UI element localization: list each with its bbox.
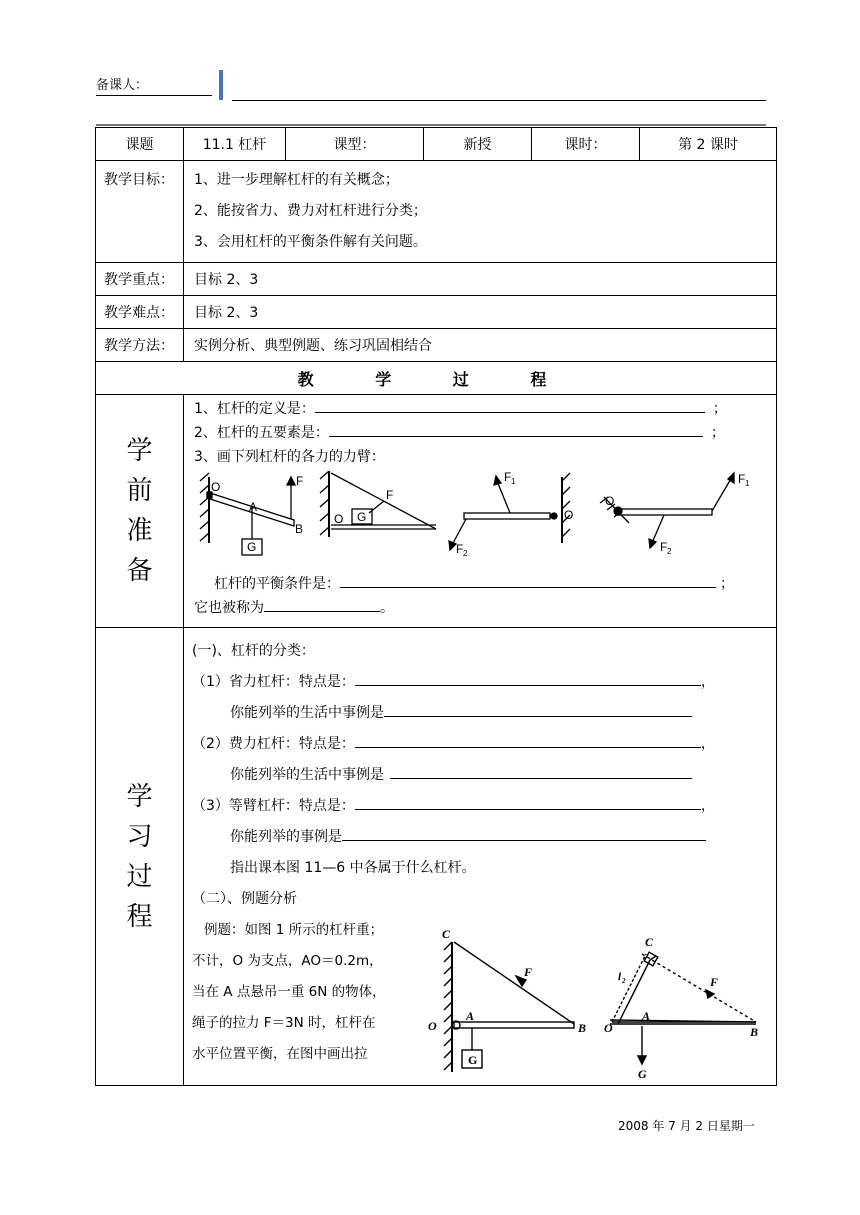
class-3-example: 你能列举的事例是 bbox=[184, 822, 776, 853]
textbook-note: 指出课本图 11—6 中各属于什么杠杆。 bbox=[230, 860, 476, 876]
classify-heading: (一)、杠杆的分类： bbox=[192, 643, 315, 659]
svg-text:F: F bbox=[738, 472, 746, 486]
key-points-row bbox=[96, 263, 777, 296]
header-rule bbox=[232, 100, 766, 101]
svg-text:O: O bbox=[428, 1019, 437, 1033]
svg-text:O: O bbox=[604, 1021, 613, 1035]
objectives-row bbox=[96, 161, 777, 263]
svg-text:B: B bbox=[750, 1025, 759, 1039]
study-row bbox=[96, 628, 777, 1086]
class-1: （1）省力杠杆：特点是： ， bbox=[184, 667, 776, 698]
svg-text:B: B bbox=[578, 1021, 587, 1035]
class-1-example: 你能列举的生活中事例是 bbox=[184, 698, 776, 729]
prep-balance: 杠杆的平衡条件是： ； bbox=[194, 571, 776, 597]
svg-text:F: F bbox=[386, 488, 394, 502]
svg-text:A: A bbox=[642, 1009, 651, 1023]
objective-1: 1、进一步理解杠杆的有关概念； bbox=[194, 172, 399, 188]
class-3: （3）等臂杠杆：特点是： ， bbox=[184, 791, 776, 822]
svg-text:F: F bbox=[296, 474, 304, 488]
example-heading: （二）、例题分析 bbox=[192, 891, 297, 907]
key-points-value: 目标 2、3 bbox=[184, 263, 777, 296]
prep-side-label: 学 前 准 备 bbox=[96, 395, 184, 628]
class-2-example: 你能列举的生活中事例是 bbox=[184, 760, 776, 791]
methods-label: 教学方法： bbox=[96, 329, 184, 362]
svg-text:G: G bbox=[247, 540, 257, 554]
process-title-row bbox=[96, 362, 777, 395]
svg-text:O: O bbox=[564, 508, 574, 522]
process-title: 教 学 过 程 bbox=[96, 362, 777, 395]
example-figures bbox=[424, 928, 769, 1078]
svg-text:F: F bbox=[504, 471, 512, 484]
svg-text:A: A bbox=[249, 500, 258, 514]
type-value: 新授 bbox=[424, 128, 532, 161]
svg-text:O: O bbox=[605, 494, 615, 508]
svg-text:O: O bbox=[211, 480, 221, 494]
header-separator bbox=[96, 124, 766, 126]
methods-row bbox=[96, 329, 777, 362]
svg-text:C: C bbox=[645, 935, 654, 949]
svg-text:G: G bbox=[468, 1053, 478, 1067]
info-row bbox=[96, 128, 777, 161]
svg-text:l: l bbox=[618, 971, 622, 983]
svg-text:2: 2 bbox=[463, 549, 468, 558]
difficulties-value: 目标 2、3 bbox=[184, 296, 777, 329]
svg-text:F: F bbox=[456, 542, 464, 556]
prep-alias: 它也被称为 。 bbox=[194, 597, 776, 619]
svg-text:G: G bbox=[357, 510, 367, 524]
prep-q3: 3、画下列杠杆的各力的力臂： bbox=[194, 449, 385, 465]
topic-label: 课题 bbox=[96, 128, 184, 161]
difficulties-label: 教学难点： bbox=[96, 296, 184, 329]
key-points-label: 教学重点： bbox=[96, 263, 184, 296]
study-side-label: 学 习 过 程 bbox=[96, 628, 184, 1086]
svg-text:2: 2 bbox=[622, 977, 626, 985]
svg-text:1: 1 bbox=[745, 479, 750, 488]
topic-value: 11.1 杠杆 bbox=[184, 128, 286, 161]
svg-text:O: O bbox=[334, 512, 344, 526]
svg-text:F: F bbox=[660, 540, 668, 554]
header-accent-bar bbox=[219, 70, 223, 100]
prep-row bbox=[96, 395, 777, 628]
svg-text:F: F bbox=[524, 965, 533, 979]
svg-text:C: C bbox=[442, 928, 451, 941]
class-2: （2）费力杠杆：特点是： ， bbox=[184, 729, 776, 760]
svg-text:1: 1 bbox=[511, 477, 516, 486]
lesson-plan-table bbox=[95, 127, 777, 1086]
objectives-label: 教学目标： bbox=[96, 161, 184, 263]
preparer-underline bbox=[96, 95, 212, 96]
preparer-label: 备课人： bbox=[96, 78, 149, 93]
objective-3: 3、会用杠杆的平衡条件解有关问题。 bbox=[194, 234, 427, 250]
lever-figures bbox=[194, 471, 766, 571]
example-text: 例题：如图 1 所示的杠杆重； 不计，O 为支点，AO＝0.2m， 当在 A 点悬吊一重 6N 的物体， 绳子的拉力 F＝3N 时，杠杆在 水平位置平衡，在图中画出拉 bbox=[192, 922, 386, 1062]
svg-text:F: F bbox=[710, 975, 719, 989]
svg-text:G: G bbox=[638, 1067, 647, 1078]
methods-value: 实例分析、典型例题、练习巩固相结合 bbox=[184, 329, 777, 362]
period-label: 课时： bbox=[532, 128, 640, 161]
type-label: 课型： bbox=[286, 128, 424, 161]
objective-2: 2、能按省力、费力对杠杆进行分类； bbox=[194, 203, 427, 219]
prep-q1: 1、杠杆的定义是： ； bbox=[194, 397, 776, 421]
footer-date: 2008 年 7 月 2 日星期一 bbox=[618, 1119, 755, 1133]
svg-text:B: B bbox=[295, 522, 304, 536]
svg-text:2: 2 bbox=[667, 547, 672, 556]
svg-text:A: A bbox=[466, 1009, 475, 1023]
prep-q2: 2、杠杆的五要素是： ； bbox=[194, 421, 776, 445]
difficulties-row bbox=[96, 296, 777, 329]
period-value: 第 2 课时 bbox=[640, 128, 777, 161]
